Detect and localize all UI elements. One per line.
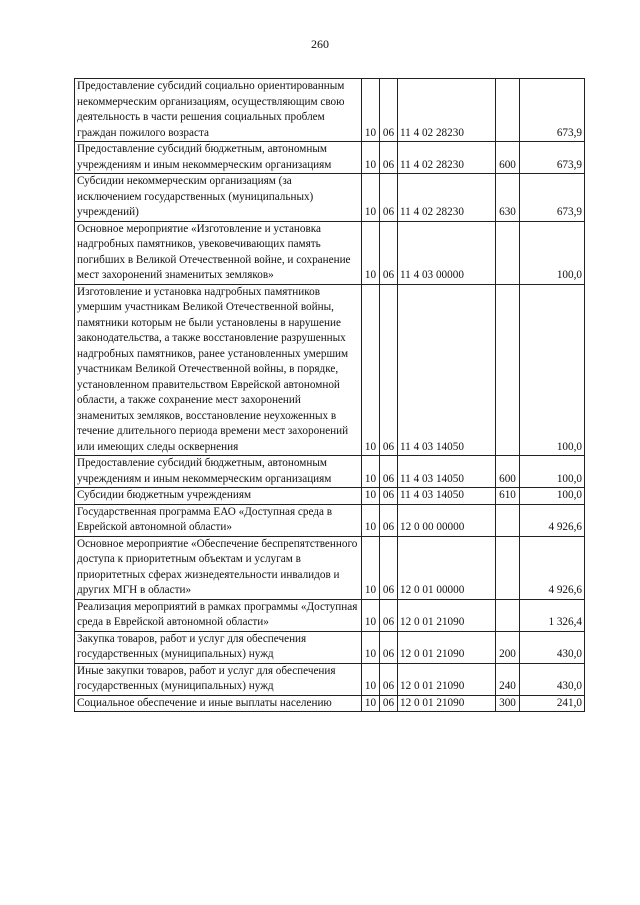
- subsection-code: 06: [380, 456, 398, 488]
- row-name: Предоставление субсидий социально ориентированным некоммерческим организациям, осуществляющим свою деятельность в части решения социальных проблем граждан пожилого возраста: [75, 79, 362, 142]
- table-row: [75, 221, 585, 284]
- expense-type-code: 600: [496, 456, 520, 488]
- amount: 673,9: [520, 142, 585, 174]
- table-row: [75, 536, 585, 599]
- section-code: 10: [362, 174, 380, 222]
- target-article-code: 12 0 00 00000: [398, 504, 496, 536]
- section-code: 10: [362, 456, 380, 488]
- amount: 430,0: [520, 663, 585, 695]
- subsection-code: 06: [380, 695, 398, 712]
- table-row: [75, 488, 585, 505]
- target-article-code: 11 4 02 28230: [398, 79, 496, 142]
- budget-table-body: [75, 79, 585, 712]
- target-article-code: 11 4 03 14050: [398, 488, 496, 505]
- expense-type-code: [496, 536, 520, 599]
- expense-type-code: 300: [496, 695, 520, 712]
- table-row: [75, 504, 585, 536]
- subsection-code: 06: [380, 284, 398, 456]
- budget-table: [74, 78, 585, 712]
- subsection-code: 06: [380, 488, 398, 505]
- section-code: 10: [362, 284, 380, 456]
- row-name: Государственная программа ЕАО «Доступная среда в Еврейской автономной области»: [75, 504, 362, 536]
- target-article-code: 12 0 01 21090: [398, 631, 496, 663]
- table-row: [75, 174, 585, 222]
- section-code: 10: [362, 599, 380, 631]
- row-name: Изготовление и установка надгробных памятников умершим участникам Великой Отечественной войны, памятники которым не были установлены в нарушение законодательства, а также восстановление разрушенных надгробных памятников, ранее установленных умершим участникам Великой Отечественной войны, в порядке, установленном правительством Еврейской автономной области, а также сохранение мест захоронений знаменитых земляков, восстановление неухоженных в течение длительного периода времени мест захоронений или имеющих следы осквернения: [75, 284, 362, 456]
- subsection-code: 06: [380, 631, 398, 663]
- amount: 430,0: [520, 631, 585, 663]
- row-name: Основное мероприятие «Обеспечение беспрепятственного доступа к приоритетным объектам и услугам в приоритетных сферах жизнедеятельности инвалидов и других МГН в области»: [75, 536, 362, 599]
- amount: 100,0: [520, 488, 585, 505]
- section-code: 10: [362, 488, 380, 505]
- subsection-code: 06: [380, 174, 398, 222]
- amount: 100,0: [520, 456, 585, 488]
- amount: 673,9: [520, 174, 585, 222]
- table-row: [75, 142, 585, 174]
- subsection-code: 06: [380, 536, 398, 599]
- expense-type-code: 610: [496, 488, 520, 505]
- table-row: [75, 599, 585, 631]
- expense-type-code: [496, 221, 520, 284]
- row-name: Субсидии некоммерческим организациям (за исключением государственных (муниципальных) учреждений): [75, 174, 362, 222]
- amount: 1 326,4: [520, 599, 585, 631]
- section-code: 10: [362, 221, 380, 284]
- subsection-code: 06: [380, 142, 398, 174]
- expense-type-code: [496, 284, 520, 456]
- table-row: [75, 284, 585, 456]
- target-article-code: 11 4 03 14050: [398, 284, 496, 456]
- row-name: Реализация мероприятий в рамках программы «Доступная среда в Еврейской автономной области»: [75, 599, 362, 631]
- amount: 100,0: [520, 284, 585, 456]
- amount: 241,0: [520, 695, 585, 712]
- section-code: 10: [362, 79, 380, 142]
- target-article-code: 11 4 03 14050: [398, 456, 496, 488]
- subsection-code: 06: [380, 221, 398, 284]
- table-row: [75, 663, 585, 695]
- amount: 4 926,6: [520, 504, 585, 536]
- amount: 673,9: [520, 79, 585, 142]
- expense-type-code: 240: [496, 663, 520, 695]
- table-row: [75, 695, 585, 712]
- target-article-code: 11 4 02 28230: [398, 174, 496, 222]
- target-article-code: 12 0 01 00000: [398, 536, 496, 599]
- section-code: 10: [362, 142, 380, 174]
- subsection-code: 06: [380, 663, 398, 695]
- expense-type-code: [496, 504, 520, 536]
- row-name: Предоставление субсидий бюджетным, автономным учреждениям и иным некоммерческим организациям: [75, 142, 362, 174]
- row-name: Предоставление субсидий бюджетным, автономным учреждениям и иным некоммерческим организациям: [75, 456, 362, 488]
- expense-type-code: 200: [496, 631, 520, 663]
- amount: 4 926,6: [520, 536, 585, 599]
- row-name: Субсидии бюджетным учреждениям: [75, 488, 362, 505]
- table-row: [75, 456, 585, 488]
- row-name: Основное мероприятие «Изготовление и установка надгробных памятников, увековечивающих память погибших в Великой Отечественной войне, и сохранение мест захоронений знаменитых земляков»: [75, 221, 362, 284]
- target-article-code: 11 4 03 00000: [398, 221, 496, 284]
- subsection-code: 06: [380, 599, 398, 631]
- expense-type-code: [496, 599, 520, 631]
- row-name: Социальное обеспечение и иные выплаты населению: [75, 695, 362, 712]
- amount: 100,0: [520, 221, 585, 284]
- section-code: 10: [362, 695, 380, 712]
- expense-type-code: 630: [496, 174, 520, 222]
- row-name: Иные закупки товаров, работ и услуг для обеспечения государственных (муниципальных) нужд: [75, 663, 362, 695]
- target-article-code: 11 4 02 28230: [398, 142, 496, 174]
- table-row: [75, 631, 585, 663]
- expense-type-code: [496, 79, 520, 142]
- target-article-code: 12 0 01 21090: [398, 663, 496, 695]
- section-code: 10: [362, 536, 380, 599]
- subsection-code: 06: [380, 79, 398, 142]
- table-row: [75, 79, 585, 142]
- section-code: 10: [362, 504, 380, 536]
- target-article-code: 12 0 01 21090: [398, 695, 496, 712]
- row-name: Закупка товаров, работ и услуг для обеспечения государственных (муниципальных) нужд: [75, 631, 362, 663]
- section-code: 10: [362, 631, 380, 663]
- section-code: 10: [362, 663, 380, 695]
- page-number: 260: [311, 37, 329, 51]
- subsection-code: 06: [380, 504, 398, 536]
- target-article-code: 12 0 01 21090: [398, 599, 496, 631]
- expense-type-code: 600: [496, 142, 520, 174]
